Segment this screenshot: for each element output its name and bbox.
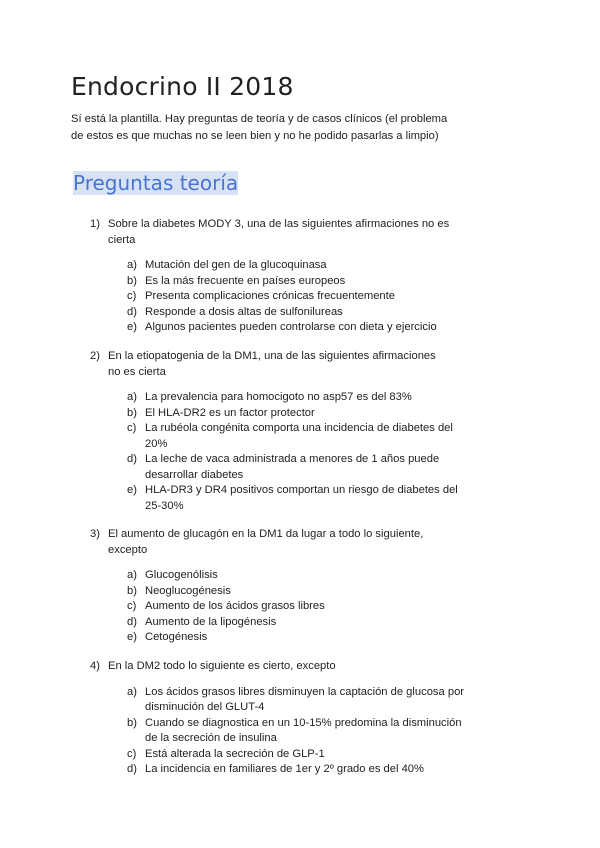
option-list [90,685,467,778]
option-text: Cetogénesis [145,631,208,643]
option-item [127,452,467,483]
intro-paragraph: Sí está la plantilla. Hay preguntas de teoría y de casos clínicos (el problema de estos es que muchas no se leen bien y no he podido pasarlas a limpio) [71,113,448,142]
option-letter: c) [127,600,137,612]
option-text: Glucogenólisis [145,569,218,581]
question-number: 2) [90,350,100,362]
question-text [90,659,450,675]
option-letter: b) [127,584,137,597]
option-item [127,274,467,290]
option-item [127,762,467,778]
option-text: Algunos pacientes pueden controlarse con dieta y ejercicio [145,321,437,333]
option-item [127,568,467,584]
option-item [127,390,467,406]
option-list [90,258,467,336]
option-text: La leche de vaca administrada a menores de 1 años puede desarrollar diabetes [145,453,440,481]
option-text: Responde a dosis altas de sulfonilureas [145,305,343,318]
option-text: HLA-DR3 y DR4 positivos comportan un riesgo de diabetes del 25-30% [145,484,458,512]
option-letter: a) [127,391,137,403]
option-item [127,320,467,336]
option-text: La incidencia en familiares de 1er y 2º grado es del 40% [145,763,424,775]
option-item [127,406,467,422]
option-list [90,568,467,646]
document-title: Endocrino II 2018 [71,72,294,101]
question-statement: En la DM2 todo lo siguiente es cierto, excepto [108,660,336,672]
option-item [127,258,467,274]
option-letter: e) [127,321,137,333]
option-text: Es la más frecuente en países europeos [145,274,346,287]
option-text: Cuando se diagnostica en un 10-15% predomina la disminución de la secreción de insulina [145,716,462,744]
option-list [90,390,467,514]
option-item [127,421,467,452]
question-statement: Sobre la diabetes MODY 3, una de las siguientes afirmaciones no es cierta [108,218,450,246]
option-item [127,747,467,763]
option-item [127,716,467,747]
option-item [127,305,467,321]
option-letter: d) [127,763,137,775]
question-number: 1) [90,218,100,230]
option-letter: b) [127,716,137,729]
question-statement: En la etiopatogenia de la DM1, una de las siguientes afirmaciones no es cierta [108,350,436,378]
option-text: Aumento de los ácidos grasos libres [145,600,325,612]
option-item [127,289,467,305]
question-3 [90,527,450,646]
section-heading [71,171,240,195]
question-4 [90,659,465,778]
question-number: 4) [90,660,100,672]
question-text [90,527,450,558]
section-heading-text: Preguntas teoría [73,171,239,195]
option-item [127,630,467,646]
option-text: La rubéola congénita comporta una incidencia de diabetes del 20% [145,422,453,450]
option-text: Está alterada la secreción de GLP-1 [145,747,325,760]
option-item [127,685,467,716]
question-text [90,217,450,248]
option-letter: b) [127,274,137,287]
option-item [127,584,467,600]
option-item [127,615,467,631]
option-item [127,599,467,615]
option-letter: e) [127,631,137,643]
question-statement: El aumento de glucagón en la DM1 da lugar a todo lo siguiente, excepto [108,528,424,556]
option-letter: d) [127,615,137,628]
option-letter: a) [127,685,137,698]
option-text: Presenta complicaciones crónicas frecuentemente [145,290,395,302]
option-item [127,483,467,514]
option-text: Aumento de la lipogénesis [145,615,277,628]
option-letter: c) [127,747,137,760]
option-text: Mutación del gen de la glucoquinasa [145,259,327,271]
option-text: La prevalencia para homocigoto no asp57 es del 83% [145,391,412,403]
option-letter: d) [127,305,137,318]
option-text: El HLA-DR2 es un factor protector [145,406,315,419]
question-number: 3) [90,528,100,540]
option-letter: a) [127,569,137,581]
option-letter: e) [127,484,137,496]
option-letter: a) [127,259,137,271]
option-letter: c) [127,422,137,434]
option-letter: d) [127,453,137,465]
option-letter: c) [127,290,137,302]
question-text [90,349,450,380]
question-2 [90,349,458,514]
option-text: Neoglucogénesis [145,584,231,597]
option-letter: b) [127,406,137,419]
question-1 [90,217,450,336]
option-text: Los ácidos grasos libres disminuyen la captación de glucosa por disminución del GLUT-4 [145,685,465,713]
